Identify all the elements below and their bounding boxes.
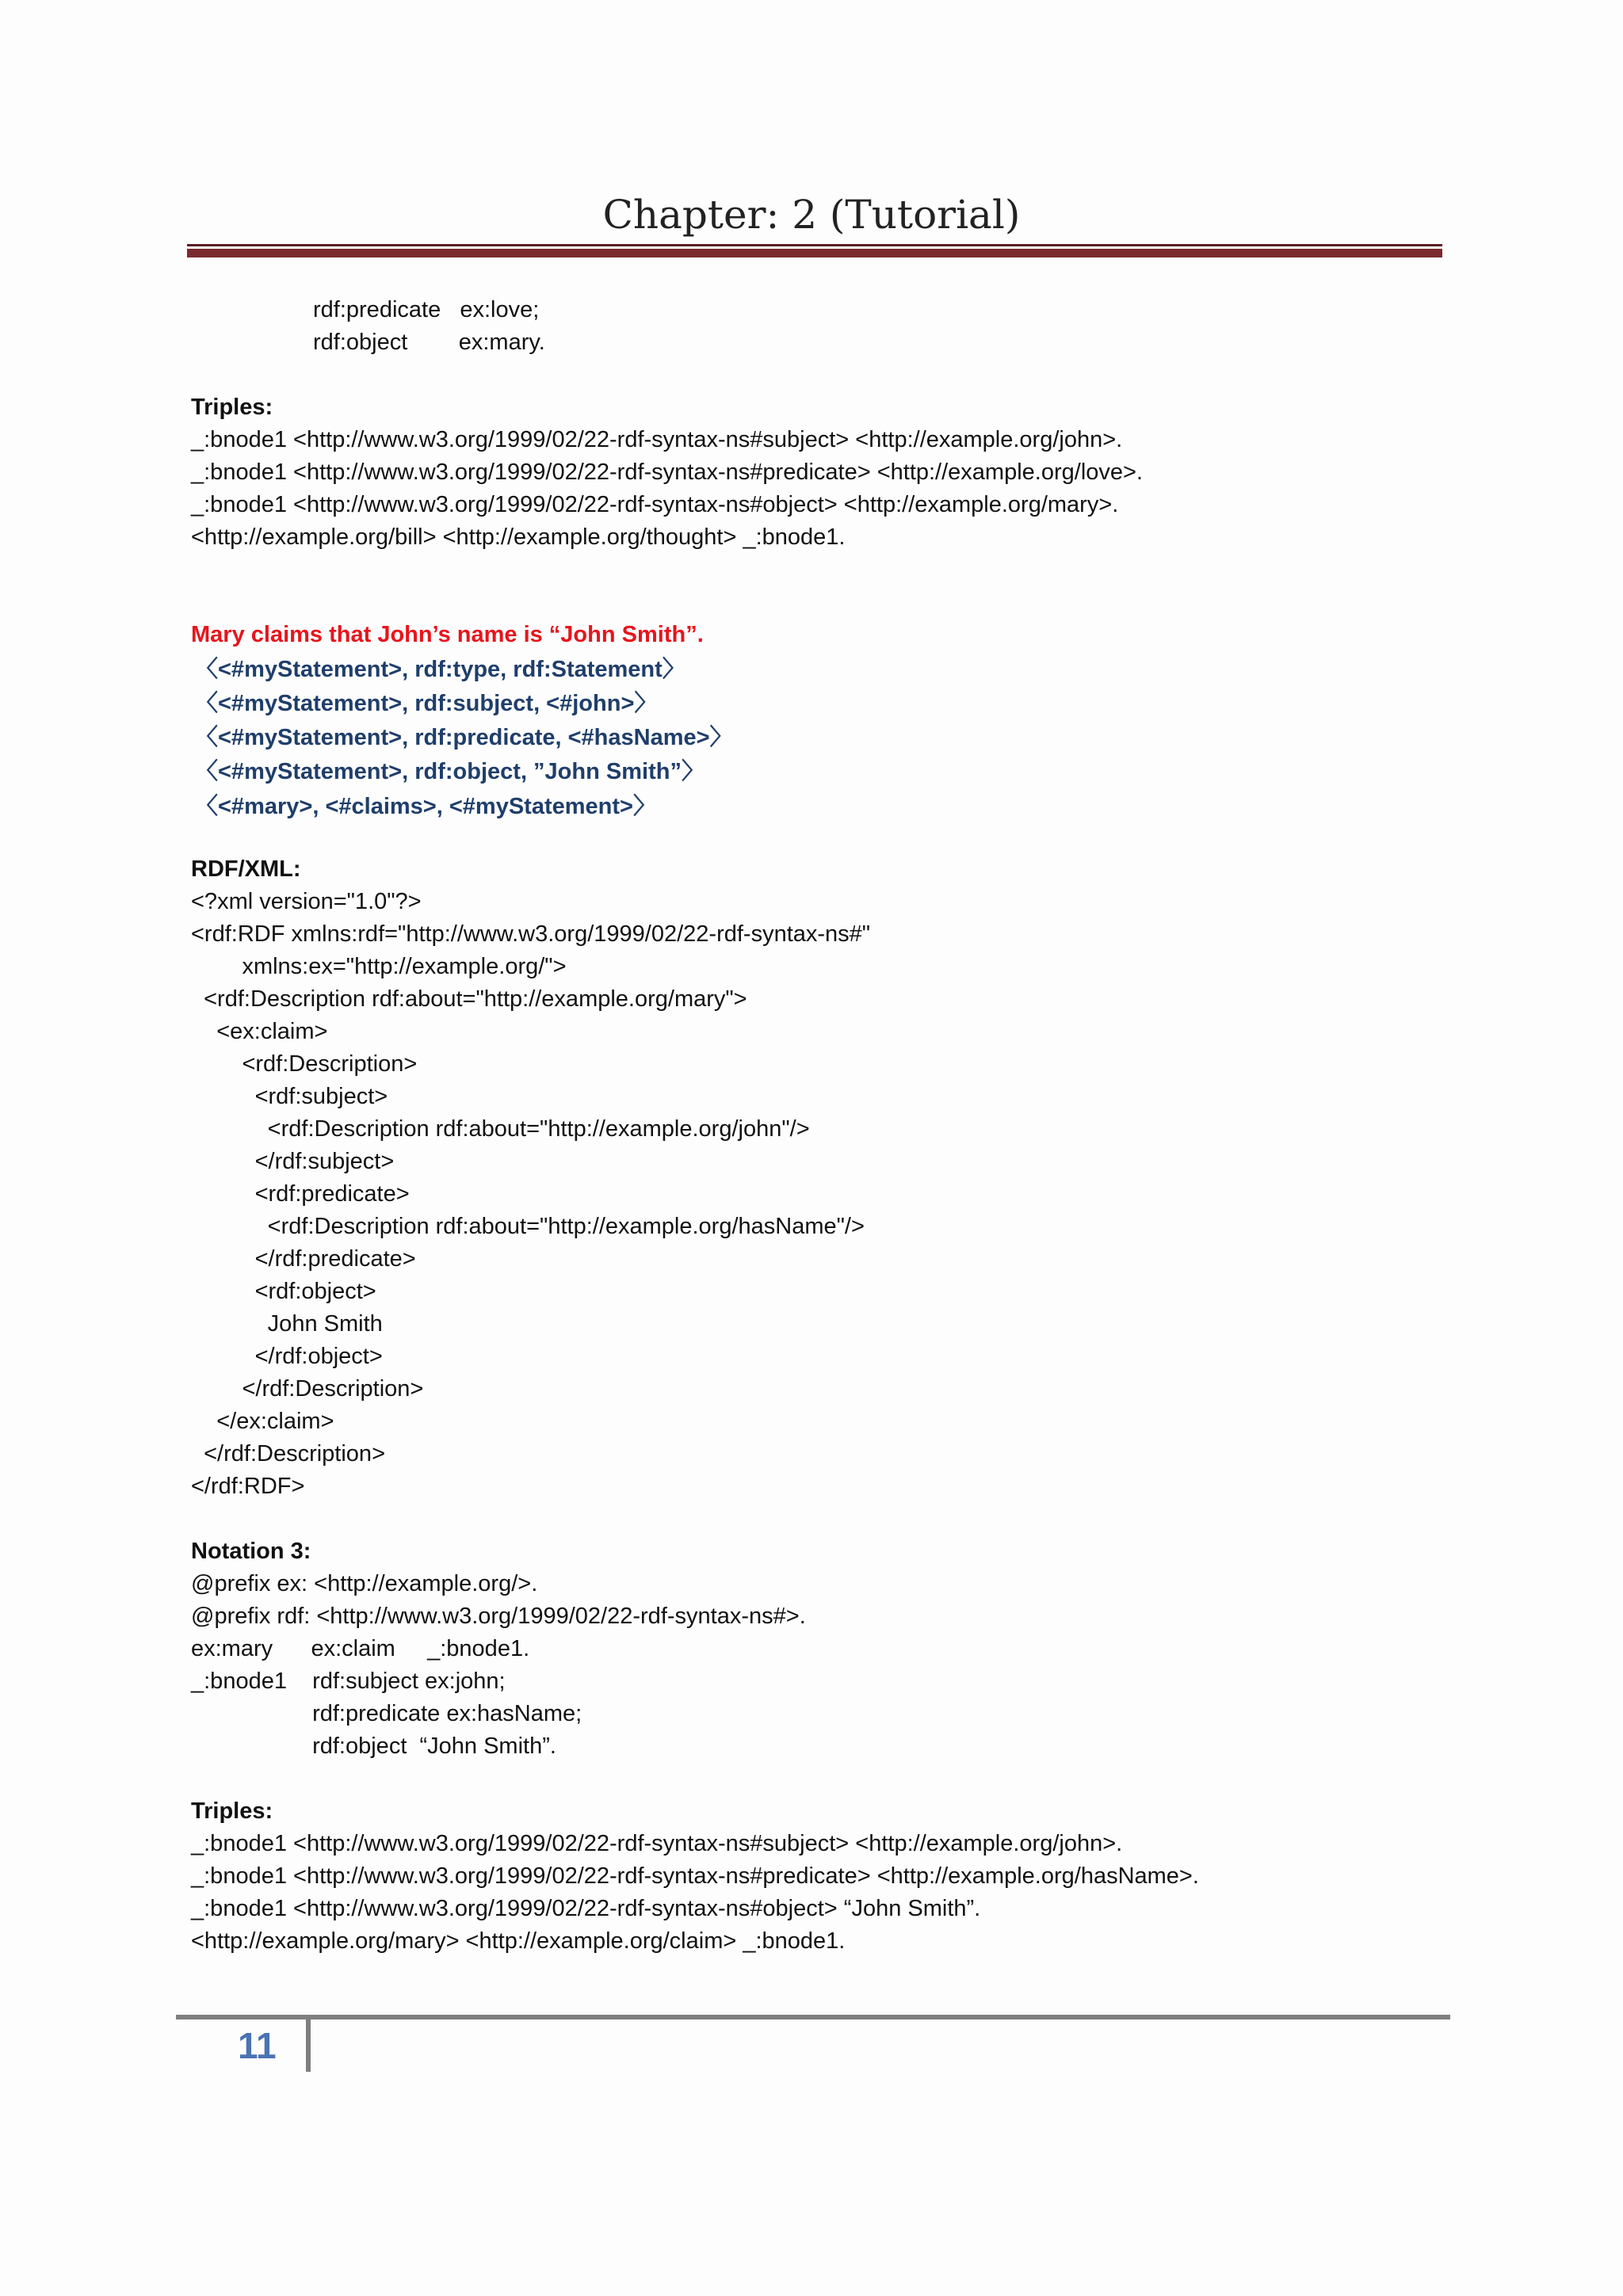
footer-divider	[306, 2019, 311, 2072]
code-line: <rdf:Description>	[191, 1051, 418, 1077]
triple-line: _:bnode1 <http://www.w3.org/1999/02/22-rdf-syntax-ns#predicate> <http://example.org/love>.	[191, 460, 1144, 485]
n3-line: ex:mary ex:claim _:bnode1.	[191, 1636, 530, 1661]
n3-line: @prefix ex: <http://example.org/>.	[191, 1571, 538, 1596]
code-line: <rdf:Description rdf:about="http://example.org/hasName"/>	[191, 1214, 865, 1239]
triple-line: _:bnode1 <http://www.w3.org/1999/02/22-rdf-syntax-ns#object> “John Smith”.	[191, 1896, 981, 1921]
code-line: <rdf:object>	[191, 1279, 376, 1304]
code-line: </rdf:RDF>	[191, 1474, 305, 1499]
statement-line: 〈<#mary>, <#claims>, <#myStatement>〉	[195, 794, 656, 819]
section-heading-notation3: Notation 3:	[191, 1539, 311, 1564]
triple-line: _:bnode1 <http://www.w3.org/1999/02/22-rdf-syntax-ns#subject> <http://example.org/john>.	[191, 1831, 1123, 1856]
n3-line: @prefix rdf: <http://www.w3.org/1999/02/22-rdf-syntax-ns#>.	[191, 1604, 806, 1629]
code-line: </rdf:Description>	[191, 1376, 424, 1402]
header-rule-thick	[187, 249, 1442, 257]
code-line: </ex:claim>	[191, 1409, 334, 1434]
statement-line: 〈<#myStatement>, rdf:object, ”John Smith”〉	[195, 759, 705, 784]
n3-line: _:bnode1 rdf:subject ex:john;	[191, 1669, 506, 1694]
code-line: <rdf:Description rdf:about="http://example.org/mary">	[191, 986, 747, 1012]
page-header-title: Chapter: 2 (Tutorial)	[602, 192, 1021, 238]
statement-line: 〈<#myStatement>, rdf:subject, <#john>〉	[195, 691, 658, 716]
triple-line: _:bnode1 <http://www.w3.org/1999/02/22-rdf-syntax-ns#subject> <http://example.org/john>.	[191, 427, 1123, 452]
code-line: </rdf:object>	[191, 1344, 383, 1369]
code-line: <ex:claim>	[191, 1019, 328, 1044]
code-line: <rdf:predicate>	[191, 1181, 410, 1207]
code-line: <rdf:RDF xmlns:rdf="http://www.w3.org/1999/02/22-rdf-syntax-ns#"	[191, 921, 871, 947]
notation-line: rdf:predicate ex:love;	[313, 297, 540, 322]
code-line: <?xml version="1.0"?>	[191, 889, 422, 914]
triple-line: <http://example.org/mary> <http://example.org/claim> _:bnode1.	[191, 1928, 846, 1954]
section-heading-rdfxml: RDF/XML:	[191, 856, 301, 882]
example-heading: Mary claims that John’s name is “John Smith”.	[191, 622, 704, 647]
triple-line: <http://example.org/bill> <http://example.org/thought> _:bnode1.	[191, 524, 846, 550]
statement-line: 〈<#myStatement>, rdf:type, rdf:Statement〉	[195, 657, 685, 682]
code-line: John Smith	[191, 1311, 383, 1337]
section-heading-triples: Triples:	[191, 395, 273, 420]
code-line: xmlns:ex="http://example.org/">	[191, 954, 567, 979]
n3-line: rdf:object “John Smith”.	[191, 1733, 556, 1759]
notation-line: rdf:object ex:mary.	[313, 330, 545, 355]
code-line: </rdf:Description>	[191, 1441, 385, 1466]
header-rule-thin	[187, 244, 1442, 246]
triple-line: _:bnode1 <http://www.w3.org/1999/02/22-rdf-syntax-ns#object> <http://example.org/mary>.	[191, 492, 1119, 517]
n3-line: rdf:predicate ex:hasName;	[191, 1701, 582, 1726]
footer-rule	[176, 2015, 1450, 2019]
code-line: </rdf:subject>	[191, 1149, 395, 1174]
code-line: <rdf:subject>	[191, 1084, 388, 1109]
statement-line: 〈<#myStatement>, rdf:predicate, <#hasName>〉	[195, 725, 733, 750]
page-number: 11	[238, 2025, 277, 2066]
code-line: </rdf:predicate>	[191, 1246, 416, 1272]
triple-line: _:bnode1 <http://www.w3.org/1999/02/22-rdf-syntax-ns#predicate> <http://example.org/hasName>.	[191, 1863, 1199, 1889]
section-heading-triples: Triples:	[191, 1798, 273, 1824]
code-line: <rdf:Description rdf:about="http://example.org/john"/>	[191, 1116, 810, 1142]
